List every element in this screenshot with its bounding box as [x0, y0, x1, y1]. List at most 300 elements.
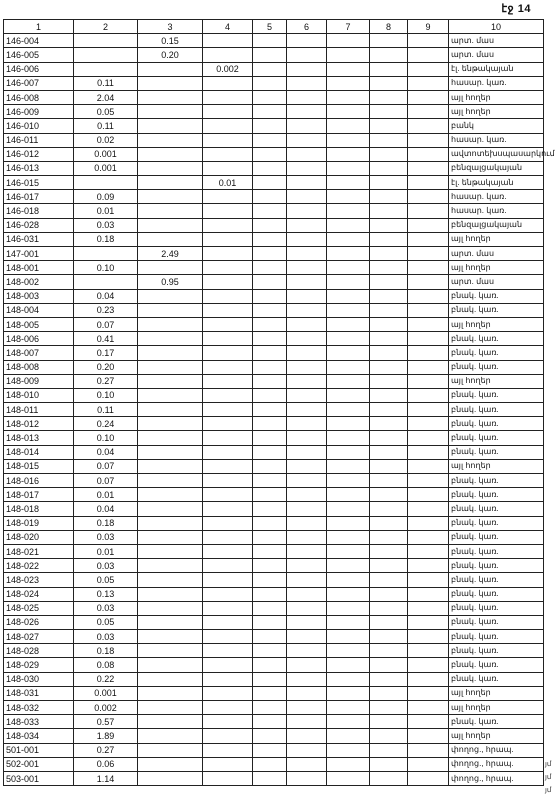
area-cell-col5	[253, 48, 287, 62]
area-cell-col9	[408, 417, 449, 431]
area-cell-col4	[203, 161, 253, 175]
area-cell-col2: 0.03	[74, 630, 138, 644]
area-cell-col7	[327, 218, 370, 232]
area-cell-col5	[253, 161, 287, 175]
area-cell-col6	[287, 459, 327, 473]
area-cell-col7	[327, 261, 370, 275]
area-cell-col3	[138, 147, 203, 161]
area-cell-col7	[327, 360, 370, 374]
area-cell-col6	[287, 388, 327, 402]
area-cell-col9	[408, 317, 449, 331]
area-cell-col4	[203, 34, 253, 48]
area-cell-col3	[138, 289, 203, 303]
table-row	[4, 771, 544, 785]
area-cell-col2: 0.27	[74, 743, 138, 757]
area-cell-col2: 0.18	[74, 516, 138, 530]
area-cell-col8	[370, 644, 408, 658]
area-cell-col6	[287, 771, 327, 785]
area-cell-col6	[287, 289, 327, 303]
table-row	[4, 360, 544, 374]
area-cell-col8	[370, 573, 408, 587]
area-cell-col2: 0.001	[74, 161, 138, 175]
area-cell-col8	[370, 90, 408, 104]
parcel-code-cell: 146-017	[4, 190, 74, 204]
land-use-cell: բնակ. կառ.	[449, 516, 544, 530]
area-cell-col6	[287, 715, 327, 729]
column-header-3: 3	[138, 20, 203, 34]
parcel-code-cell: 148-009	[4, 374, 74, 388]
area-cell-col7	[327, 232, 370, 246]
table-row	[4, 289, 544, 303]
area-cell-col8	[370, 701, 408, 715]
area-cell-col4	[203, 119, 253, 133]
parcel-code-cell: 148-020	[4, 530, 74, 544]
area-cell-col7	[327, 374, 370, 388]
area-cell-col9	[408, 743, 449, 757]
area-cell-col9	[408, 133, 449, 147]
area-cell-col3	[138, 119, 203, 133]
area-cell-col3	[138, 686, 203, 700]
area-cell-col5	[253, 417, 287, 431]
area-cell-col9	[408, 630, 449, 644]
area-cell-col5	[253, 218, 287, 232]
table-row	[4, 332, 544, 346]
area-cell-col7	[327, 771, 370, 785]
area-cell-col3	[138, 672, 203, 686]
area-cell-col8	[370, 445, 408, 459]
area-cell-col6	[287, 403, 327, 417]
area-cell-col6	[287, 701, 327, 715]
area-cell-col4	[203, 601, 253, 615]
area-cell-col9	[408, 90, 449, 104]
area-cell-col5	[253, 247, 287, 261]
area-cell-col5	[253, 701, 287, 715]
area-cell-col9	[408, 360, 449, 374]
table-row	[4, 119, 544, 133]
parcel-code-cell: 148-011	[4, 403, 74, 417]
area-cell-col9	[408, 105, 449, 119]
area-cell-col8	[370, 374, 408, 388]
area-cell-col5	[253, 573, 287, 587]
area-cell-col5	[253, 346, 287, 360]
land-use-cell: բնակ. կառ.	[449, 715, 544, 729]
table-row	[4, 516, 544, 530]
area-cell-col6	[287, 275, 327, 289]
table-row	[4, 90, 544, 104]
area-cell-col3: 0.95	[138, 275, 203, 289]
parcel-code-cell: 148-031	[4, 686, 74, 700]
area-cell-col5	[253, 686, 287, 700]
table-row	[4, 232, 544, 246]
land-use-cell: բենզալցակայան	[449, 161, 544, 175]
area-cell-col2: 0.01	[74, 204, 138, 218]
table-row	[4, 530, 544, 544]
area-cell-col2	[74, 34, 138, 48]
area-cell-col3: 0.20	[138, 48, 203, 62]
area-cell-col4	[203, 275, 253, 289]
area-cell-col3	[138, 743, 203, 757]
area-cell-col6	[287, 530, 327, 544]
area-cell-col6	[287, 644, 327, 658]
area-cell-col8	[370, 346, 408, 360]
area-cell-col3: 2.49	[138, 247, 203, 261]
area-cell-col5	[253, 544, 287, 558]
area-cell-col6	[287, 247, 327, 261]
area-cell-col2: 0.18	[74, 644, 138, 658]
column-header-6: 6	[287, 20, 327, 34]
area-cell-col7	[327, 729, 370, 743]
table-row	[4, 431, 544, 445]
parcel-code-cell: 502-001	[4, 757, 74, 771]
area-cell-col6	[287, 161, 327, 175]
parcel-code-cell: 146-012	[4, 147, 74, 161]
parcel-code-cell: 148-033	[4, 715, 74, 729]
area-cell-col9	[408, 119, 449, 133]
area-cell-col7	[327, 715, 370, 729]
area-cell-col4	[203, 232, 253, 246]
column-header-2: 2	[74, 20, 138, 34]
area-cell-col4	[203, 48, 253, 62]
area-cell-col9	[408, 388, 449, 402]
area-cell-col3	[138, 431, 203, 445]
area-cell-col3	[138, 544, 203, 558]
area-cell-col8	[370, 658, 408, 672]
table-row	[4, 317, 544, 331]
table-row	[4, 105, 544, 119]
area-cell-col8	[370, 488, 408, 502]
parcel-code-cell: 146-008	[4, 90, 74, 104]
area-cell-col9	[408, 559, 449, 573]
parcel-code-cell: 146-004	[4, 34, 74, 48]
area-cell-col4	[203, 771, 253, 785]
area-cell-col4	[203, 530, 253, 544]
area-cell-col4	[203, 431, 253, 445]
table-row	[4, 388, 544, 402]
area-cell-col7	[327, 658, 370, 672]
parcel-code-cell: 148-029	[4, 658, 74, 672]
area-cell-col9	[408, 573, 449, 587]
table-row	[4, 76, 544, 90]
area-cell-col7	[327, 388, 370, 402]
parcel-code-cell: 146-018	[4, 204, 74, 218]
table-row	[4, 275, 544, 289]
land-use-cell: բնակ. կառ.	[449, 615, 544, 629]
area-cell-col3	[138, 630, 203, 644]
area-cell-col8	[370, 403, 408, 417]
table-row	[4, 346, 544, 360]
table-row	[4, 417, 544, 431]
area-cell-col3	[138, 417, 203, 431]
area-cell-col6	[287, 232, 327, 246]
area-cell-col7	[327, 488, 370, 502]
area-cell-col5	[253, 34, 287, 48]
margin-mark: յմ	[545, 761, 552, 768]
area-cell-col6	[287, 119, 327, 133]
area-cell-col8	[370, 630, 408, 644]
area-cell-col9	[408, 261, 449, 275]
parcel-code-cell: 146-013	[4, 161, 74, 175]
area-cell-col3	[138, 488, 203, 502]
area-cell-col4: 0.01	[203, 176, 253, 190]
area-cell-col5	[253, 261, 287, 275]
land-use-cell: բնակ. կառ.	[449, 573, 544, 587]
area-cell-col2: 0.04	[74, 445, 138, 459]
area-cell-col2: 0.08	[74, 658, 138, 672]
area-cell-col8	[370, 190, 408, 204]
land-use-cell: այլ հողեր	[449, 374, 544, 388]
area-cell-col5	[253, 76, 287, 90]
area-cell-col4	[203, 715, 253, 729]
land-use-cell: էլ. ենթակայան	[449, 176, 544, 190]
area-cell-col8	[370, 360, 408, 374]
table-row	[4, 48, 544, 62]
area-cell-col3	[138, 374, 203, 388]
area-cell-col9	[408, 289, 449, 303]
land-use-cell: փողոց., հրապ.	[449, 743, 544, 757]
area-cell-col5	[253, 431, 287, 445]
area-cell-col4	[203, 303, 253, 317]
area-cell-col7	[327, 90, 370, 104]
parcel-code-cell: 146-006	[4, 62, 74, 76]
area-cell-col6	[287, 729, 327, 743]
parcel-code-cell: 503-001	[4, 771, 74, 785]
area-cell-col3	[138, 105, 203, 119]
area-cell-col2: 0.10	[74, 388, 138, 402]
area-cell-col3	[138, 559, 203, 573]
area-cell-col6	[287, 303, 327, 317]
area-cell-col4	[203, 90, 253, 104]
parcel-code-cell: 148-007	[4, 346, 74, 360]
area-cell-col2: 0.20	[74, 360, 138, 374]
area-cell-col7	[327, 303, 370, 317]
area-cell-col5	[253, 374, 287, 388]
land-use-cell: արտ. մաս	[449, 275, 544, 289]
area-cell-col4	[203, 559, 253, 573]
area-cell-col9	[408, 502, 449, 516]
area-cell-col9	[408, 332, 449, 346]
area-cell-col2: 0.23	[74, 303, 138, 317]
area-cell-col7	[327, 615, 370, 629]
area-cell-col6	[287, 516, 327, 530]
area-cell-col2	[74, 275, 138, 289]
area-cell-col7	[327, 445, 370, 459]
area-cell-col8	[370, 48, 408, 62]
area-cell-col2: 0.04	[74, 502, 138, 516]
area-cell-col8	[370, 615, 408, 629]
area-cell-col4	[203, 374, 253, 388]
area-cell-col3	[138, 502, 203, 516]
table-row	[4, 62, 544, 76]
area-cell-col8	[370, 105, 408, 119]
area-cell-col5	[253, 90, 287, 104]
area-cell-col3	[138, 176, 203, 190]
area-cell-col5	[253, 502, 287, 516]
parcel-code-cell: 148-021	[4, 544, 74, 558]
area-cell-col2: 0.05	[74, 615, 138, 629]
parcel-code-cell: 146-011	[4, 133, 74, 147]
land-use-cell: բնակ. կառ.	[449, 303, 544, 317]
area-cell-col2: 0.11	[74, 119, 138, 133]
area-cell-col2: 0.04	[74, 289, 138, 303]
area-cell-col8	[370, 247, 408, 261]
parcel-code-cell: 146-015	[4, 176, 74, 190]
parcel-code-cell: 148-023	[4, 573, 74, 587]
area-cell-col5	[253, 488, 287, 502]
parcel-code-cell: 148-002	[4, 275, 74, 289]
table-row	[4, 261, 544, 275]
table-row	[4, 615, 544, 629]
area-cell-col8	[370, 431, 408, 445]
area-cell-col7	[327, 630, 370, 644]
area-cell-col8	[370, 587, 408, 601]
area-cell-col7	[327, 119, 370, 133]
area-cell-col2: 0.24	[74, 417, 138, 431]
parcel-code-cell: 148-030	[4, 672, 74, 686]
area-cell-col5	[253, 559, 287, 573]
table-row	[4, 176, 544, 190]
area-cell-col6	[287, 474, 327, 488]
table-row	[4, 502, 544, 516]
area-cell-col6	[287, 601, 327, 615]
land-use-cell: այլ հողեր	[449, 232, 544, 246]
area-cell-col7	[327, 474, 370, 488]
area-cell-col6	[287, 204, 327, 218]
parcel-code-cell: 148-026	[4, 615, 74, 629]
area-cell-col3	[138, 332, 203, 346]
area-cell-col6	[287, 658, 327, 672]
table-row	[4, 601, 544, 615]
area-cell-col5	[253, 62, 287, 76]
page-number-label: էջ 14	[501, 3, 531, 15]
area-cell-col4	[203, 417, 253, 431]
land-use-cell: բնակ. կառ.	[449, 587, 544, 601]
table-row	[4, 204, 544, 218]
area-cell-col7	[327, 105, 370, 119]
area-cell-col2: 0.10	[74, 431, 138, 445]
table-row	[4, 218, 544, 232]
area-cell-col9	[408, 190, 449, 204]
area-cell-col4	[203, 658, 253, 672]
land-use-cell: հասար. կառ.	[449, 133, 544, 147]
area-cell-col2: 0.01	[74, 544, 138, 558]
area-cell-col3	[138, 459, 203, 473]
table-row	[4, 672, 544, 686]
land-use-cell: բնակ. կառ.	[449, 502, 544, 516]
area-cell-col3	[138, 701, 203, 715]
area-cell-col5	[253, 459, 287, 473]
area-cell-col8	[370, 388, 408, 402]
area-cell-col2: 0.13	[74, 587, 138, 601]
area-cell-col3: 0.15	[138, 34, 203, 48]
area-cell-col9	[408, 218, 449, 232]
area-cell-col9	[408, 459, 449, 473]
table-row	[4, 34, 544, 48]
table-row	[4, 459, 544, 473]
land-use-cell: էլ. ենթակայան	[449, 62, 544, 76]
area-cell-col7	[327, 516, 370, 530]
area-cell-col3	[138, 771, 203, 785]
land-use-cell: փողոց., հրապ.	[449, 757, 544, 771]
area-cell-col4	[203, 190, 253, 204]
area-cell-col9	[408, 161, 449, 175]
area-cell-col2: 0.10	[74, 261, 138, 275]
area-cell-col5	[253, 332, 287, 346]
area-cell-col5	[253, 105, 287, 119]
area-cell-col3	[138, 644, 203, 658]
area-cell-col9	[408, 204, 449, 218]
area-cell-col3	[138, 303, 203, 317]
margin-mark: յմ	[545, 774, 552, 781]
table-row	[4, 587, 544, 601]
area-cell-col2: 0.11	[74, 403, 138, 417]
area-cell-col8	[370, 332, 408, 346]
parcel-code-cell: 148-027	[4, 630, 74, 644]
area-cell-col6	[287, 90, 327, 104]
land-use-cell: բնակ. կառ.	[449, 431, 544, 445]
area-cell-col6	[287, 559, 327, 573]
area-cell-col2: 0.03	[74, 601, 138, 615]
area-cell-col2: 0.18	[74, 232, 138, 246]
parcel-code-cell: 146-031	[4, 232, 74, 246]
area-cell-col7	[327, 346, 370, 360]
area-cell-col3	[138, 76, 203, 90]
area-cell-col7	[327, 686, 370, 700]
area-cell-col2: 0.05	[74, 105, 138, 119]
area-cell-col9	[408, 672, 449, 686]
parcel-code-cell: 148-022	[4, 559, 74, 573]
land-use-cell: այլ հողեր	[449, 701, 544, 715]
area-cell-col6	[287, 686, 327, 700]
land-use-cell: բնակ. կառ.	[449, 474, 544, 488]
area-cell-col5	[253, 771, 287, 785]
area-cell-col9	[408, 488, 449, 502]
area-cell-col5	[253, 757, 287, 771]
land-use-cell: հասար. կառ.	[449, 76, 544, 90]
area-cell-col5	[253, 190, 287, 204]
area-cell-col8	[370, 530, 408, 544]
area-cell-col8	[370, 544, 408, 558]
area-cell-col5	[253, 615, 287, 629]
area-cell-col8	[370, 176, 408, 190]
area-cell-col9	[408, 615, 449, 629]
table-row	[4, 445, 544, 459]
area-cell-col8	[370, 232, 408, 246]
area-cell-col7	[327, 743, 370, 757]
land-use-cell: բնակ. կառ.	[449, 672, 544, 686]
parcel-code-cell: 147-001	[4, 247, 74, 261]
area-cell-col9	[408, 701, 449, 715]
area-cell-col5	[253, 232, 287, 246]
area-cell-col4	[203, 672, 253, 686]
land-use-cell: բնակ. կառ.	[449, 658, 544, 672]
area-cell-col5	[253, 147, 287, 161]
land-use-cell: այլ հողեր	[449, 261, 544, 275]
area-cell-col3	[138, 573, 203, 587]
area-cell-col8	[370, 757, 408, 771]
column-header-5: 5	[253, 20, 287, 34]
area-cell-col8	[370, 317, 408, 331]
area-cell-col3	[138, 232, 203, 246]
area-cell-col4	[203, 587, 253, 601]
area-cell-col3	[138, 317, 203, 331]
land-use-cell: բնակ. կառ.	[449, 601, 544, 615]
area-cell-col6	[287, 431, 327, 445]
area-cell-col6	[287, 346, 327, 360]
table-row	[4, 544, 544, 558]
area-cell-col4: 0.002	[203, 62, 253, 76]
area-cell-col9	[408, 757, 449, 771]
area-cell-col5	[253, 360, 287, 374]
